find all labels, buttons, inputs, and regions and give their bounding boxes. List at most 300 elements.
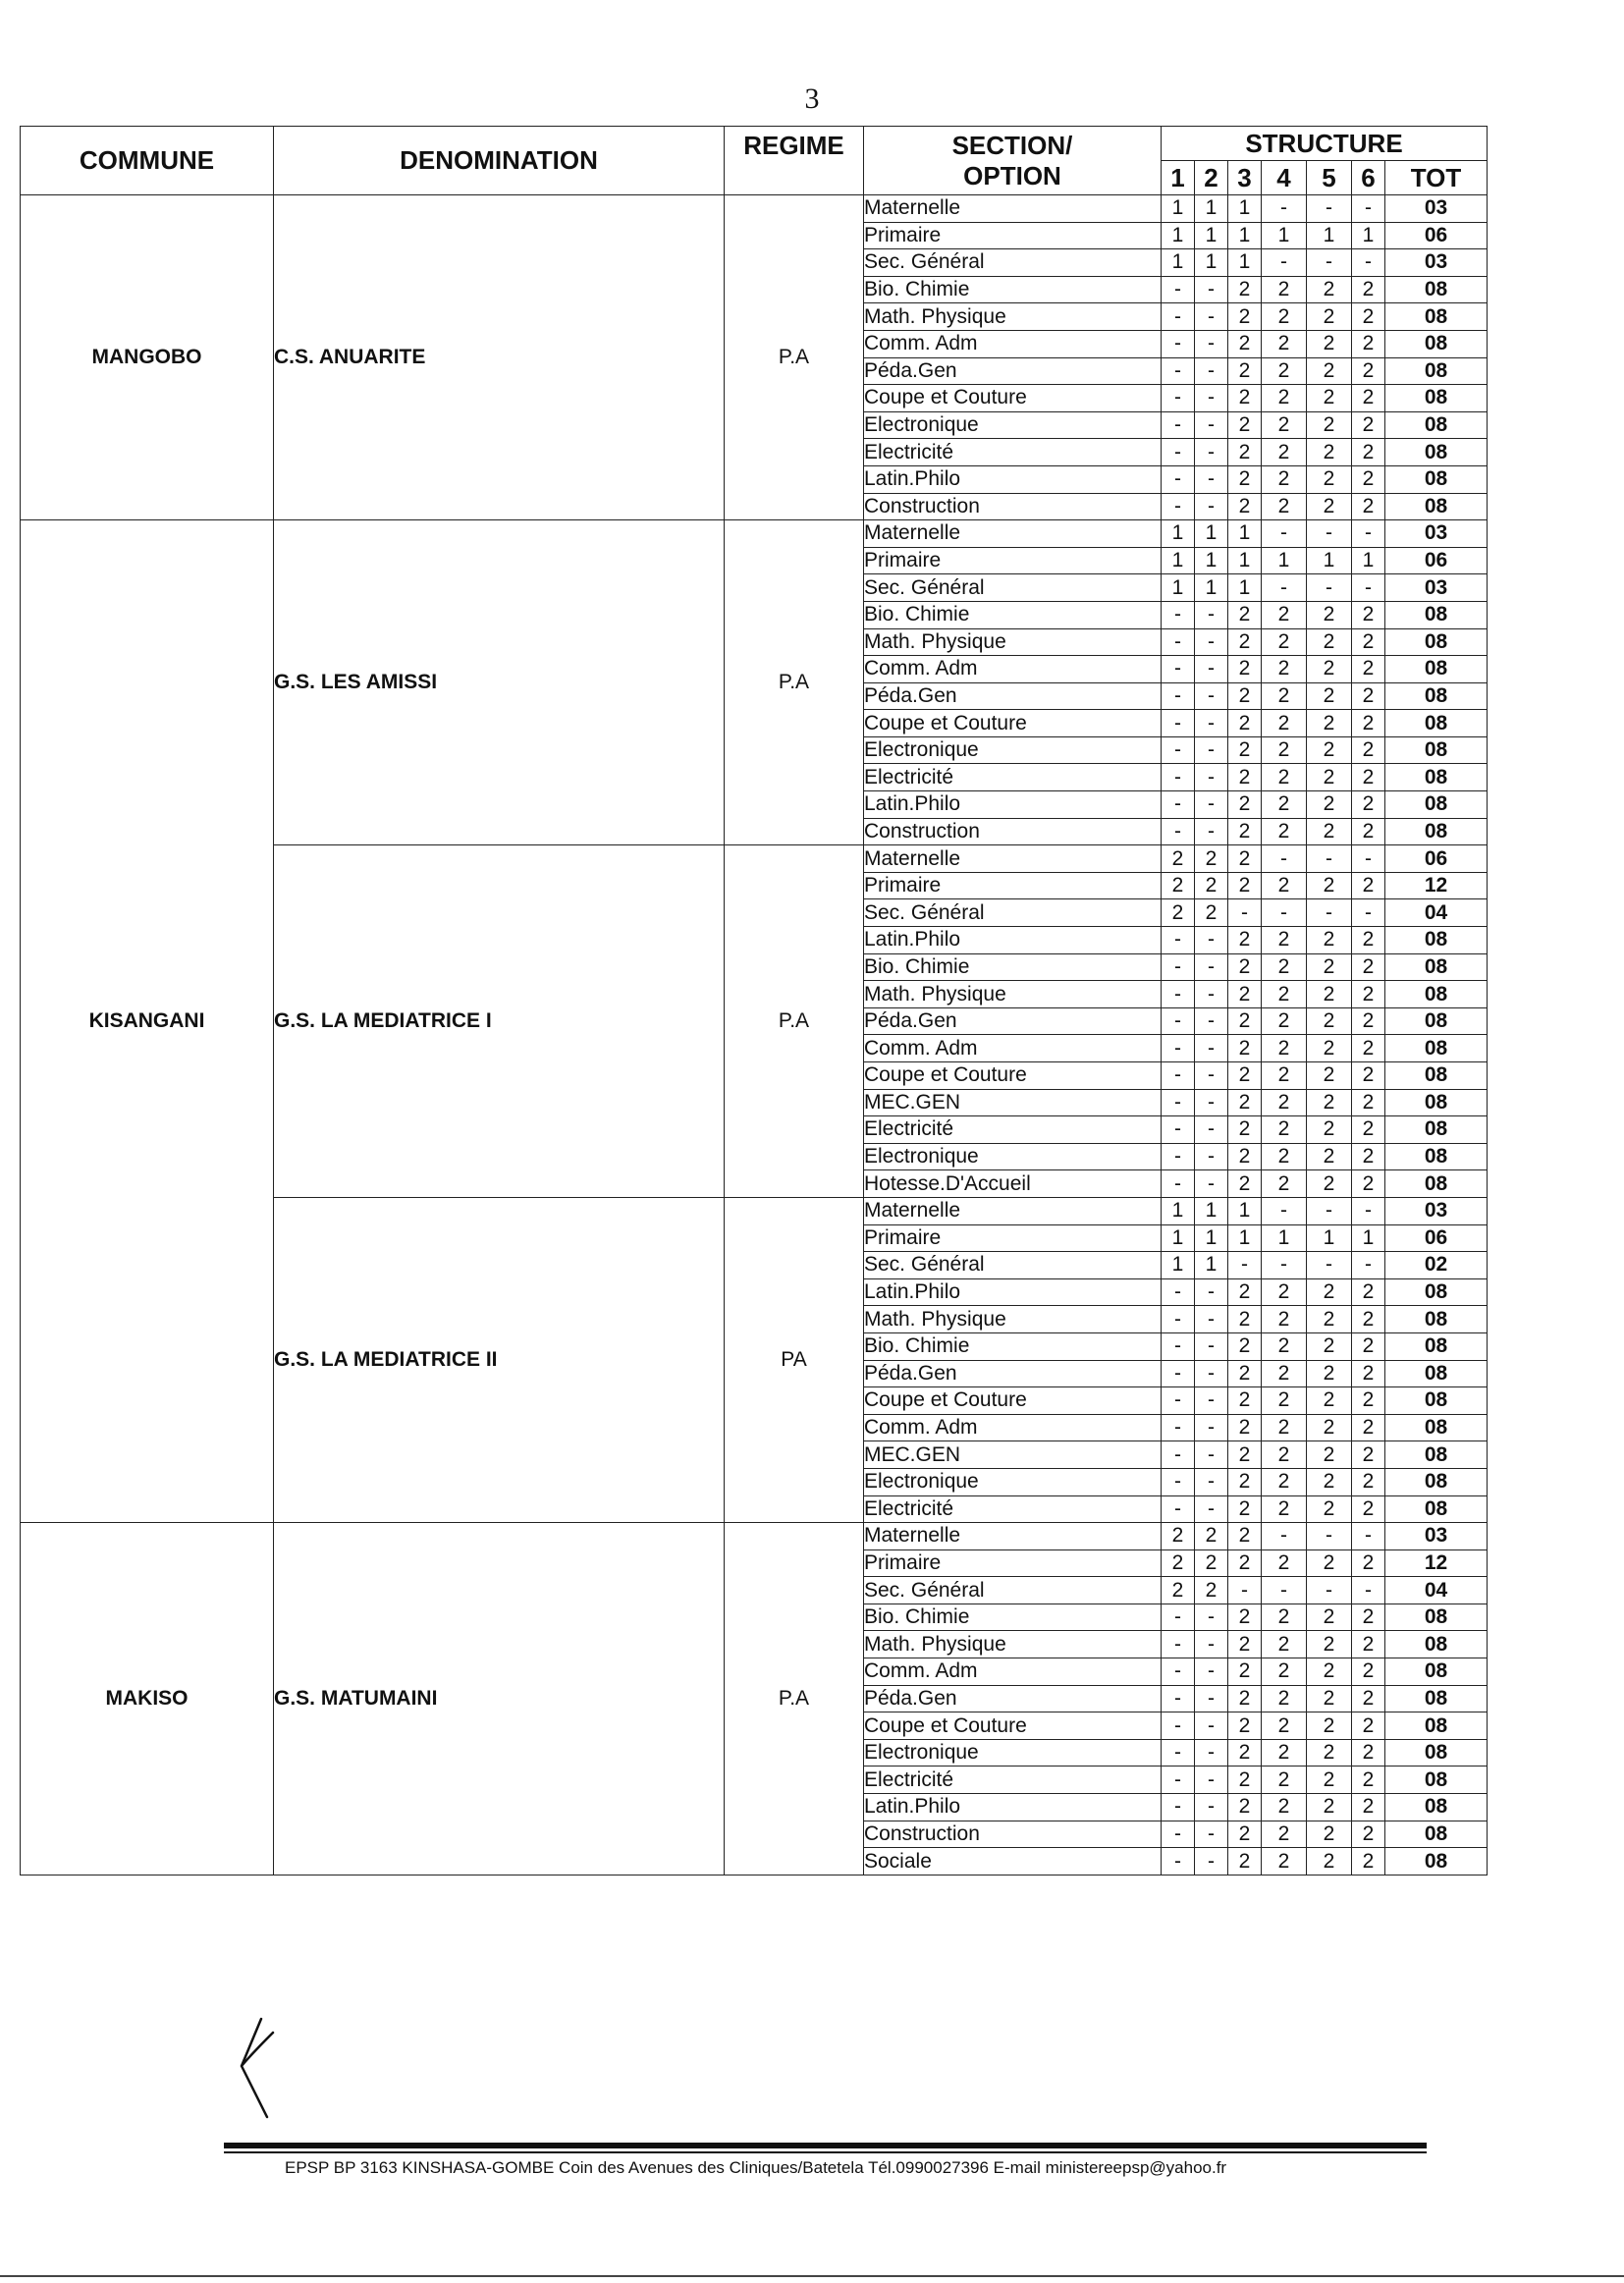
year-count-cell: 1	[1307, 222, 1352, 249]
year-count-cell: 2	[1307, 791, 1352, 819]
year-count-cell: 2	[1162, 1523, 1195, 1550]
option-cell: Math. Physique	[864, 628, 1162, 656]
school-name-cell: G.S. LES AMISSI	[274, 520, 725, 845]
year-count-cell: 2	[1262, 1468, 1307, 1495]
year-count-cell: 1	[1195, 1224, 1228, 1252]
year-count-cell: 1	[1195, 222, 1228, 249]
year-count-cell: -	[1307, 1523, 1352, 1550]
total-cell: 03	[1385, 1197, 1488, 1224]
total-cell: 08	[1385, 1848, 1488, 1875]
year-count-cell: -	[1195, 1631, 1228, 1658]
year-count-cell: 1	[1195, 520, 1228, 548]
total-cell: 08	[1385, 385, 1488, 412]
total-cell: 08	[1385, 1712, 1488, 1740]
footer-address: EPSP BP 3163 KINSHASA-GOMBE Coin des Avenues des Cliniques/Batetela Tél.0990027396 E-mail ministereepsp@yahoo.fr	[285, 2158, 1227, 2177]
option-cell: Comm. Adm	[864, 656, 1162, 683]
year-count-cell: 2	[1262, 1848, 1307, 1875]
option-cell: Construction	[864, 493, 1162, 520]
total-cell: 12	[1385, 872, 1488, 899]
year-count-cell: 2	[1228, 1712, 1262, 1740]
year-count-cell: 2	[1262, 872, 1307, 899]
year-count-cell: -	[1195, 1116, 1228, 1144]
header-regime: REGIME	[725, 127, 864, 195]
year-count-cell: 1	[1262, 547, 1307, 574]
year-count-cell: 2	[1352, 385, 1385, 412]
year-count-cell: 2	[1307, 493, 1352, 520]
year-count-cell: 2	[1307, 656, 1352, 683]
year-count-cell: -	[1162, 1387, 1195, 1415]
year-count-cell: 2	[1162, 1577, 1195, 1604]
year-count-cell: -	[1162, 1468, 1195, 1495]
year-count-cell: 2	[1228, 628, 1262, 656]
total-cell: 08	[1385, 1495, 1488, 1523]
total-cell: 08	[1385, 1414, 1488, 1441]
year-count-cell: 2	[1307, 927, 1352, 954]
option-cell: Comm. Adm	[864, 1414, 1162, 1441]
total-cell: 06	[1385, 222, 1488, 249]
year-count-cell: 2	[1228, 1794, 1262, 1821]
year-count-cell: 2	[1228, 493, 1262, 520]
year-count-cell: -	[1307, 1197, 1352, 1224]
year-count-cell: -	[1195, 953, 1228, 981]
total-cell: 03	[1385, 249, 1488, 277]
year-count-cell: -	[1195, 927, 1228, 954]
year-count-cell: 2	[1262, 628, 1307, 656]
option-cell: Primaire	[864, 872, 1162, 899]
year-count-cell: -	[1162, 1360, 1195, 1387]
year-count-cell: 2	[1228, 411, 1262, 439]
year-count-cell: 2	[1352, 736, 1385, 764]
year-count-cell: 2	[1262, 1658, 1307, 1686]
year-count-cell: 1	[1352, 1224, 1385, 1252]
year-count-cell: -	[1162, 1767, 1195, 1794]
year-count-cell: -	[1162, 1089, 1195, 1116]
year-count-cell: -	[1195, 1821, 1228, 1848]
total-cell: 08	[1385, 1143, 1488, 1170]
total-cell: 08	[1385, 303, 1488, 331]
year-count-cell: -	[1162, 411, 1195, 439]
year-count-cell: 2	[1228, 710, 1262, 737]
year-count-cell: 2	[1307, 1306, 1352, 1333]
total-cell: 08	[1385, 1739, 1488, 1767]
total-cell: 08	[1385, 764, 1488, 791]
year-count-cell: -	[1195, 1685, 1228, 1712]
year-count-cell: 2	[1262, 1794, 1307, 1821]
year-count-cell: 2	[1228, 981, 1262, 1008]
option-cell: Sec. Général	[864, 899, 1162, 927]
year-count-cell: -	[1195, 682, 1228, 710]
year-count-cell: -	[1352, 1197, 1385, 1224]
year-count-cell: 2	[1228, 1387, 1262, 1415]
total-cell: 08	[1385, 1658, 1488, 1686]
year-count-cell: 2	[1262, 411, 1307, 439]
option-cell: Latin.Philo	[864, 927, 1162, 954]
year-count-cell: 2	[1352, 1604, 1385, 1631]
table-row	[21, 1523, 1488, 1550]
year-count-cell: -	[1228, 1577, 1262, 1604]
year-count-cell: 2	[1307, 1387, 1352, 1415]
option-cell: Math. Physique	[864, 1306, 1162, 1333]
year-count-cell: 1	[1352, 547, 1385, 574]
option-cell: Electronique	[864, 736, 1162, 764]
year-count-cell: 2	[1352, 791, 1385, 819]
year-count-cell: 2	[1307, 1360, 1352, 1387]
year-count-cell: 2	[1228, 1495, 1262, 1523]
commune-cell: MAKISO	[21, 1523, 274, 1875]
year-count-cell: 2	[1352, 1495, 1385, 1523]
year-count-cell: -	[1195, 1441, 1228, 1469]
year-count-cell: 2	[1352, 1631, 1385, 1658]
year-count-cell: -	[1195, 1414, 1228, 1441]
option-cell: Electronique	[864, 1468, 1162, 1495]
year-count-cell: -	[1195, 1767, 1228, 1794]
option-cell: Sociale	[864, 1848, 1162, 1875]
year-count-cell: -	[1195, 818, 1228, 845]
option-cell: Primaire	[864, 1224, 1162, 1252]
year-count-cell: 2	[1228, 1360, 1262, 1387]
page-bottom-rule	[0, 2275, 1624, 2277]
total-cell: 08	[1385, 710, 1488, 737]
year-count-cell: 2	[1352, 1332, 1385, 1360]
total-cell: 08	[1385, 1360, 1488, 1387]
option-cell: Electricité	[864, 1495, 1162, 1523]
option-cell: Primaire	[864, 1549, 1162, 1577]
year-count-cell: 1	[1307, 1224, 1352, 1252]
year-count-cell: 2	[1228, 1604, 1262, 1631]
table-row	[21, 520, 1488, 548]
year-count-cell: -	[1352, 1252, 1385, 1279]
total-cell: 08	[1385, 927, 1488, 954]
option-cell: Latin.Philo	[864, 791, 1162, 819]
year-count-cell: 2	[1262, 1143, 1307, 1170]
year-count-cell: -	[1228, 899, 1262, 927]
year-count-cell: -	[1262, 1523, 1307, 1550]
year-count-cell: 2	[1228, 1468, 1262, 1495]
option-cell: Bio. Chimie	[864, 953, 1162, 981]
year-count-cell: 2	[1262, 1360, 1307, 1387]
year-count-cell: 2	[1352, 981, 1385, 1008]
option-cell: Electricité	[864, 1116, 1162, 1144]
year-count-cell: -	[1162, 1143, 1195, 1170]
footer-rule-thin	[224, 2151, 1427, 2153]
year-count-cell: 1	[1228, 1224, 1262, 1252]
year-count-cell: 2	[1307, 628, 1352, 656]
year-count-cell: -	[1162, 385, 1195, 412]
year-count-cell: -	[1162, 791, 1195, 819]
year-count-cell: -	[1228, 1252, 1262, 1279]
total-cell: 04	[1385, 1577, 1488, 1604]
total-cell: 08	[1385, 276, 1488, 303]
year-count-cell: 2	[1262, 736, 1307, 764]
year-count-cell: 1	[1228, 574, 1262, 602]
total-cell: 03	[1385, 574, 1488, 602]
year-count-cell: 2	[1352, 1360, 1385, 1387]
year-count-cell: -	[1195, 764, 1228, 791]
year-count-cell: -	[1262, 1577, 1307, 1604]
total-cell: 08	[1385, 1604, 1488, 1631]
year-count-cell: 2	[1352, 1658, 1385, 1686]
year-count-cell: -	[1162, 357, 1195, 385]
year-count-cell: -	[1162, 981, 1195, 1008]
year-count-cell: -	[1162, 1007, 1195, 1035]
year-count-cell: 2	[1262, 357, 1307, 385]
year-count-cell: 2	[1195, 872, 1228, 899]
year-count-cell: 2	[1262, 1549, 1307, 1577]
year-count-cell: 2	[1307, 953, 1352, 981]
total-cell: 08	[1385, 1441, 1488, 1469]
year-count-cell: 2	[1262, 276, 1307, 303]
year-count-cell: -	[1162, 1035, 1195, 1062]
year-count-cell: -	[1195, 1387, 1228, 1415]
year-count-cell: -	[1195, 656, 1228, 683]
year-count-cell: 1	[1195, 1252, 1228, 1279]
year-count-cell: -	[1195, 1007, 1228, 1035]
year-count-cell: -	[1195, 710, 1228, 737]
year-count-cell: 2	[1352, 1739, 1385, 1767]
year-count-cell: -	[1195, 1658, 1228, 1686]
year-count-cell: 1	[1195, 195, 1228, 223]
year-count-cell: -	[1162, 493, 1195, 520]
total-cell: 12	[1385, 1549, 1488, 1577]
option-cell: Comm. Adm	[864, 1658, 1162, 1686]
year-count-cell: -	[1195, 357, 1228, 385]
year-count-cell: -	[1262, 1197, 1307, 1224]
year-count-cell: -	[1195, 981, 1228, 1008]
option-cell: Sec. Général	[864, 249, 1162, 277]
year-count-cell: 2	[1262, 953, 1307, 981]
year-count-cell: 1	[1228, 520, 1262, 548]
year-count-cell: -	[1162, 601, 1195, 628]
option-cell: Bio. Chimie	[864, 1332, 1162, 1360]
year-count-cell: 2	[1307, 682, 1352, 710]
year-count-cell: 2	[1352, 1685, 1385, 1712]
year-count-cell: -	[1162, 1441, 1195, 1469]
year-count-cell: -	[1262, 249, 1307, 277]
year-count-cell: 2	[1262, 1116, 1307, 1144]
option-cell: Primaire	[864, 547, 1162, 574]
year-count-cell: 2	[1195, 1523, 1228, 1550]
total-cell: 08	[1385, 1116, 1488, 1144]
total-cell: 08	[1385, 1794, 1488, 1821]
year-count-cell: 2	[1262, 1278, 1307, 1306]
year-count-cell: 2	[1352, 1414, 1385, 1441]
year-count-cell: 1	[1162, 1224, 1195, 1252]
total-cell: 08	[1385, 656, 1488, 683]
year-count-cell: 1	[1162, 547, 1195, 574]
year-count-cell: 1	[1228, 1197, 1262, 1224]
table-row	[21, 195, 1488, 223]
year-count-cell: -	[1307, 845, 1352, 873]
year-count-cell: -	[1195, 1143, 1228, 1170]
year-count-cell: 2	[1162, 845, 1195, 873]
year-count-cell: 2	[1228, 845, 1262, 873]
year-count-cell: 2	[1262, 439, 1307, 466]
total-cell: 08	[1385, 1767, 1488, 1794]
total-cell: 04	[1385, 899, 1488, 927]
header-section-line1: SECTION/	[951, 130, 1073, 160]
year-count-cell: 2	[1352, 276, 1385, 303]
year-count-cell: -	[1162, 330, 1195, 357]
year-count-cell: -	[1195, 439, 1228, 466]
year-count-cell: 2	[1228, 1332, 1262, 1360]
year-count-cell: -	[1162, 818, 1195, 845]
option-cell: Hotesse.D'Accueil	[864, 1170, 1162, 1198]
year-count-cell: 2	[1307, 736, 1352, 764]
year-count-cell: -	[1352, 845, 1385, 873]
option-cell: Sec. Général	[864, 574, 1162, 602]
year-count-cell: -	[1262, 899, 1307, 927]
year-count-cell: 2	[1352, 303, 1385, 331]
header-commune: COMMUNE	[21, 127, 274, 195]
year-count-cell: -	[1195, 1306, 1228, 1333]
year-count-cell: -	[1262, 574, 1307, 602]
year-count-cell: 2	[1307, 1631, 1352, 1658]
header-year-3: 3	[1228, 161, 1262, 195]
year-count-cell: 2	[1262, 1035, 1307, 1062]
option-cell: Sec. Général	[864, 1252, 1162, 1279]
year-count-cell: -	[1262, 1252, 1307, 1279]
year-count-cell: -	[1162, 276, 1195, 303]
year-count-cell: -	[1307, 520, 1352, 548]
year-count-cell: 2	[1307, 276, 1352, 303]
year-count-cell: -	[1262, 520, 1307, 548]
year-count-cell: -	[1352, 1577, 1385, 1604]
year-count-cell: 2	[1262, 656, 1307, 683]
year-count-cell: -	[1352, 520, 1385, 548]
year-count-cell: 2	[1352, 1848, 1385, 1875]
year-count-cell: 2	[1352, 1387, 1385, 1415]
year-count-cell: -	[1195, 465, 1228, 493]
option-cell: Maternelle	[864, 520, 1162, 548]
year-count-cell: 2	[1262, 1007, 1307, 1035]
table-body	[21, 195, 1488, 1875]
year-count-cell: 2	[1162, 872, 1195, 899]
option-cell: MEC.GEN	[864, 1089, 1162, 1116]
year-count-cell: 1	[1262, 1224, 1307, 1252]
year-count-cell: 2	[1195, 1577, 1228, 1604]
year-count-cell: 2	[1307, 1116, 1352, 1144]
year-count-cell: 1	[1162, 222, 1195, 249]
year-count-cell: -	[1195, 1468, 1228, 1495]
year-count-cell: -	[1195, 411, 1228, 439]
total-cell: 06	[1385, 1224, 1488, 1252]
option-cell: Math. Physique	[864, 981, 1162, 1008]
year-count-cell: 2	[1307, 1414, 1352, 1441]
year-count-cell: 2	[1307, 1604, 1352, 1631]
option-cell: Maternelle	[864, 195, 1162, 223]
year-count-cell: 2	[1307, 981, 1352, 1008]
option-cell: Coupe et Couture	[864, 1062, 1162, 1090]
header-section-option	[864, 127, 1162, 195]
year-count-cell: 2	[1352, 628, 1385, 656]
year-count-cell: 1	[1162, 249, 1195, 277]
year-count-cell: -	[1307, 574, 1352, 602]
total-cell: 06	[1385, 547, 1488, 574]
year-count-cell: 2	[1228, 330, 1262, 357]
total-cell: 08	[1385, 682, 1488, 710]
year-count-cell: 2	[1262, 493, 1307, 520]
year-count-cell: 2	[1307, 1441, 1352, 1469]
year-count-cell: 2	[1228, 1062, 1262, 1090]
year-count-cell: 1	[1228, 249, 1262, 277]
year-count-cell: 2	[1352, 1794, 1385, 1821]
year-count-cell: 1	[1162, 195, 1195, 223]
year-count-cell: 2	[1228, 1007, 1262, 1035]
year-count-cell: 2	[1228, 1143, 1262, 1170]
year-count-cell: 1	[1162, 520, 1195, 548]
option-cell: Latin.Philo	[864, 1278, 1162, 1306]
year-count-cell: 1	[1307, 547, 1352, 574]
school-name-cell: G.S. LA MEDIATRICE II	[274, 1197, 725, 1522]
year-count-cell: -	[1195, 1278, 1228, 1306]
year-count-cell: 2	[1228, 1658, 1262, 1686]
year-count-cell: 2	[1352, 465, 1385, 493]
option-cell: Electronique	[864, 411, 1162, 439]
year-count-cell: -	[1162, 1658, 1195, 1686]
year-count-cell: -	[1195, 1089, 1228, 1116]
year-count-cell: -	[1162, 1332, 1195, 1360]
year-count-cell: 2	[1228, 357, 1262, 385]
option-cell: Comm. Adm	[864, 330, 1162, 357]
year-count-cell: 2	[1352, 1441, 1385, 1469]
year-count-cell: 2	[1352, 927, 1385, 954]
regime-cell: P.A	[725, 520, 864, 845]
total-cell: 08	[1385, 330, 1488, 357]
year-count-cell: -	[1352, 574, 1385, 602]
total-cell: 08	[1385, 791, 1488, 819]
total-cell: 03	[1385, 520, 1488, 548]
year-count-cell: 2	[1352, 682, 1385, 710]
year-count-cell: 2	[1307, 1658, 1352, 1686]
total-cell: 08	[1385, 493, 1488, 520]
year-count-cell: 2	[1307, 818, 1352, 845]
year-count-cell: 2	[1262, 981, 1307, 1008]
year-count-cell: 2	[1262, 1414, 1307, 1441]
year-count-cell: 2	[1307, 1848, 1352, 1875]
year-count-cell: 2	[1352, 1007, 1385, 1035]
year-count-cell: 2	[1195, 899, 1228, 927]
year-count-cell: -	[1352, 249, 1385, 277]
year-count-cell: -	[1162, 927, 1195, 954]
year-count-cell: -	[1195, 791, 1228, 819]
option-cell: Latin.Philo	[864, 1794, 1162, 1821]
year-count-cell: 2	[1307, 1062, 1352, 1090]
header-total: TOT	[1385, 161, 1488, 195]
year-count-cell: 2	[1307, 764, 1352, 791]
year-count-cell: 2	[1228, 1848, 1262, 1875]
total-cell: 08	[1385, 411, 1488, 439]
total-cell: 02	[1385, 1252, 1488, 1279]
year-count-cell: -	[1162, 682, 1195, 710]
total-cell: 08	[1385, 1821, 1488, 1848]
year-count-cell: 2	[1352, 439, 1385, 466]
year-count-cell: 2	[1307, 411, 1352, 439]
option-cell: Latin.Philo	[864, 465, 1162, 493]
header-section-line2: OPTION	[963, 160, 1061, 190]
year-count-cell: 2	[1228, 1306, 1262, 1333]
signature-icon	[234, 2015, 302, 2123]
year-count-cell: 2	[1352, 1549, 1385, 1577]
year-count-cell: 1	[1195, 249, 1228, 277]
option-cell: Electricité	[864, 439, 1162, 466]
option-cell: Construction	[864, 818, 1162, 845]
year-count-cell: -	[1195, 385, 1228, 412]
year-count-cell: 2	[1228, 276, 1262, 303]
year-count-cell: -	[1162, 710, 1195, 737]
year-count-cell: 2	[1262, 1821, 1307, 1848]
year-count-cell: -	[1195, 1712, 1228, 1740]
year-count-cell: 1	[1195, 1197, 1228, 1224]
